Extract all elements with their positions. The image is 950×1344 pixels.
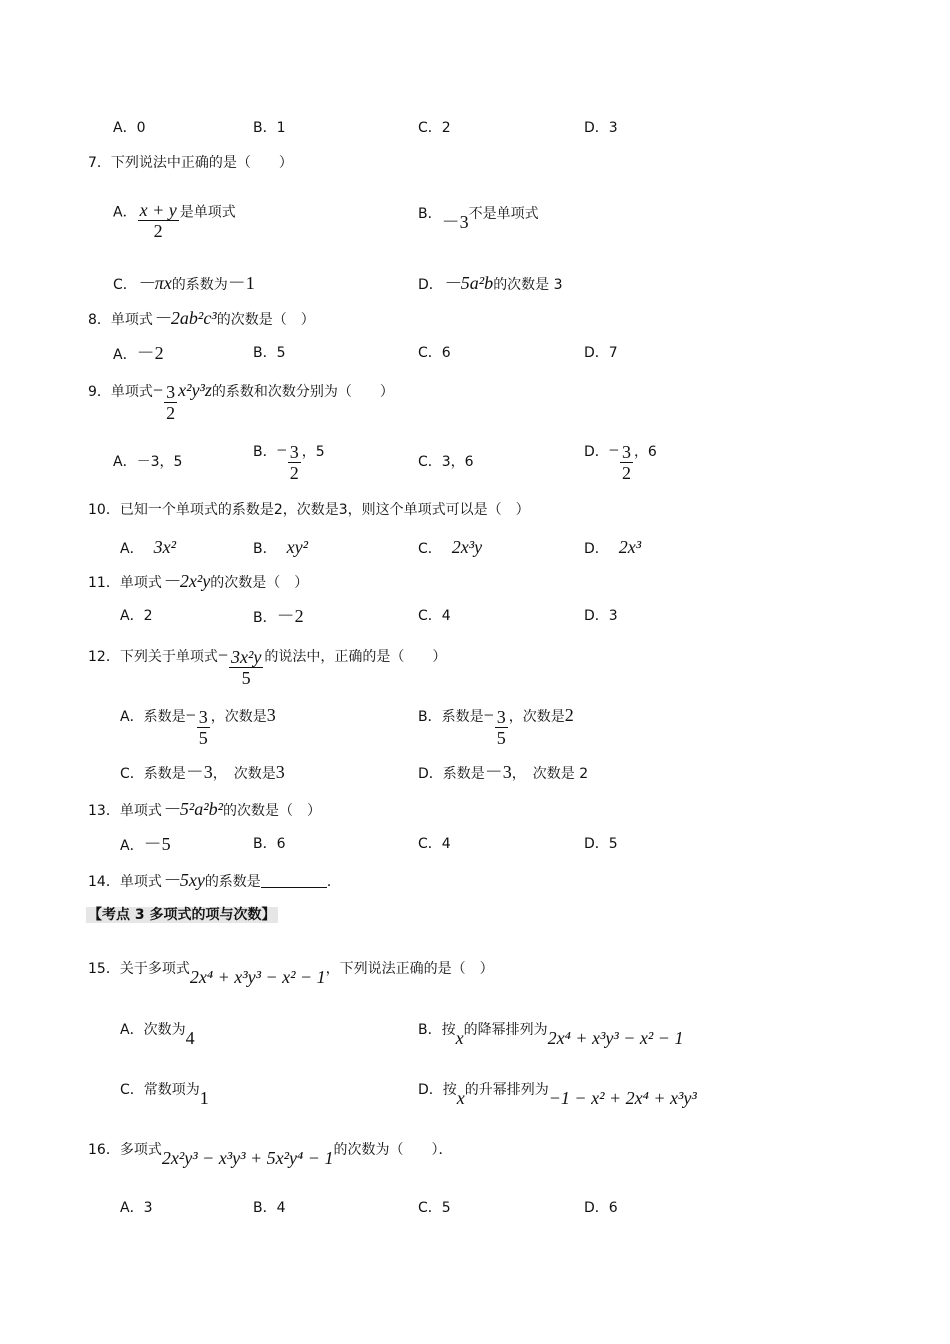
q6-option-b[interactable]: B．1	[253, 120, 286, 136]
q12-stem-suffix: 的说法中，正确的是（ ）	[264, 649, 447, 665]
q15-b-math: 2x⁴ + x³y³ − x² − 1	[547, 1028, 684, 1048]
q11-option-d[interactable]: D．3	[584, 608, 618, 624]
q9-d-suffix: ，6	[633, 444, 657, 460]
q12-c-mid: ， 次数是	[212, 766, 276, 782]
q9-b-fraction	[288, 442, 301, 483]
q9-d-fraction	[620, 442, 633, 483]
q7-d-text: 的次数是 3	[493, 277, 563, 293]
q7-option-c[interactable]	[113, 273, 255, 295]
q16-option-c[interactable]: C．5	[418, 1200, 451, 1216]
q14-stem-prefix: 14．单项式	[88, 874, 162, 890]
q9-option-d[interactable]: D．− $\frac{3}{2}$ ，6	[584, 440, 657, 483]
q15-d-label: D．按	[418, 1082, 457, 1098]
q13-stem-suffix: 的次数是（ ）	[223, 803, 322, 819]
q9-stem-numerator: 3	[166, 381, 176, 402]
q11-option-b[interactable]	[253, 606, 304, 628]
q11-option-a[interactable]: A．2	[120, 608, 153, 624]
q15-stem-suffix: ，下列说法正确的是（ ）	[325, 961, 494, 977]
q10-option-c[interactable]	[418, 537, 482, 559]
q16-stem-suffix: 的次数为（ ）．	[333, 1142, 453, 1158]
q10-option-d[interactable]	[584, 537, 641, 559]
q9-stem-fraction	[164, 382, 177, 423]
q8-option-c[interactable]: C．6	[418, 345, 451, 361]
q6-option-c[interactable]: C．2	[418, 120, 451, 136]
q12-a-denominator: 5	[198, 727, 208, 748]
q7-c-label: C．	[113, 277, 137, 293]
q12-stem-fraction	[229, 647, 263, 688]
q12-c-label: C．系数是	[120, 766, 186, 782]
q13-option-c[interactable]: C．4	[418, 836, 451, 852]
q16-stem-math: 2x²y³ − x³y³ + 5x²y⁴ − 1	[161, 1148, 334, 1168]
q7-option-d[interactable]	[418, 273, 563, 295]
q15-option-a[interactable]	[120, 1018, 195, 1048]
q16-stem	[88, 1138, 453, 1168]
q8-a-math: －2	[136, 343, 164, 363]
q12-b-denominator: 5	[496, 727, 506, 748]
q15-c-label: C．常数项为	[120, 1082, 200, 1098]
q13-stem-prefix: 13．单项式	[88, 803, 162, 819]
q12-b-mid: ，次数是	[508, 709, 565, 725]
q12-stem: 12．下列关于单项式− $\frac{\text{3x²y}}{5}$ 的说法中，正确的是（ ）	[88, 645, 447, 688]
q13-a-label: A．	[120, 838, 144, 854]
q9-b-denominator: 2	[289, 462, 299, 483]
q16-option-d[interactable]: D．6	[584, 1200, 618, 1216]
q9-stem-suffix: 的系数和次数分别为（ ）	[211, 384, 394, 400]
q14-stem	[88, 870, 341, 892]
q10-c-label: C．	[418, 541, 442, 557]
q7-option-b[interactable]	[418, 202, 539, 232]
q12-stem-prefix: 12．下列关于单项式	[88, 649, 218, 665]
q7-d-label: D．	[418, 277, 443, 293]
q13-stem-math: －5²a²b²	[161, 799, 224, 819]
q7-a-denominator: 2	[138, 220, 179, 241]
q12-stem-denominator: 5	[229, 667, 263, 688]
q15-option-b[interactable]	[418, 1018, 684, 1048]
section-3-title: 【考点 3 多项式的项与次数】	[88, 907, 276, 923]
q15-b-text: 的降幂排列为	[463, 1022, 548, 1038]
q12-b-math: 2	[564, 705, 574, 725]
q13-a-math: －5	[143, 834, 171, 854]
q10-a-label: A．	[120, 541, 144, 557]
q7-a-label: A．	[113, 204, 137, 221]
q10-b-math: xy²	[286, 537, 308, 557]
q8-option-b[interactable]: B．5	[253, 345, 286, 361]
q6-option-a[interactable]: A．0	[113, 120, 146, 136]
q13-stem	[88, 799, 321, 821]
q7-b-label: B．	[418, 206, 442, 222]
q12-d-label: D．系数是	[418, 766, 485, 782]
q13-option-b[interactable]: B．6	[253, 836, 286, 852]
q9-b-suffix: ，5	[301, 444, 325, 460]
q9-option-a[interactable]: A．－3，5	[113, 454, 183, 470]
q8-stem-prefix: 8．单项式	[88, 312, 153, 328]
q11-stem-suffix: 的次数是（ ）	[210, 575, 309, 591]
q11-stem-math: －2x²y	[161, 571, 211, 591]
q10-d-label: D．	[584, 541, 609, 557]
q9-option-c[interactable]: C．3，6	[418, 454, 474, 470]
q12-d-math: －3	[484, 762, 512, 782]
q12-b-fraction	[495, 707, 508, 748]
q14-stem-end: ．	[326, 874, 341, 890]
q15-c-math: 1	[199, 1088, 209, 1108]
q10-b-label: B．	[253, 541, 277, 557]
q12-a-fraction	[197, 707, 210, 748]
q15-stem	[88, 957, 494, 987]
q9-d-numerator: 3	[621, 441, 631, 462]
q13-option-d[interactable]: D．5	[584, 836, 618, 852]
q14-stem-suffix: 的系数是	[204, 874, 261, 890]
q15-d-text: 的升幂排列为	[464, 1082, 549, 1098]
q7-option-a[interactable]	[113, 200, 236, 241]
q12-option-c[interactable]	[120, 762, 285, 784]
q9-stem-prefix: 9．单项式	[88, 384, 153, 400]
q8-stem-math: －2ab²c³	[152, 308, 217, 328]
q9-b-numerator: 3	[289, 441, 299, 462]
q12-b-label: B．系数是	[418, 709, 484, 725]
q8-stem-suffix: 的次数是（ ）	[216, 312, 315, 328]
q15-option-c[interactable]	[120, 1078, 209, 1108]
q10-option-a[interactable]	[120, 537, 176, 559]
q11-stem	[88, 571, 308, 593]
q11-b-label: B．	[253, 610, 277, 626]
q10-d-math: 2x³	[618, 537, 642, 557]
q15-b-var: x	[455, 1028, 464, 1048]
q7-c-math2: －1	[227, 273, 255, 293]
q15-b-label: B．按	[418, 1022, 456, 1038]
q15-option-d[interactable]	[418, 1078, 697, 1108]
q10-a-math: 3x²	[153, 537, 176, 557]
q6-option-d[interactable]: D．3	[584, 120, 618, 136]
q15-stem-math: 2x⁴ + x³y³ − x² − 1	[189, 967, 326, 987]
q15-d-math: −1 − x² + 2x⁴ + x³y³	[548, 1088, 697, 1108]
q12-c-math2: 3	[275, 762, 285, 782]
q7-d-math: －5a²b	[442, 273, 494, 293]
q12-c-math1: －3	[185, 762, 213, 782]
q7-stem: 7．下列说法中正确的是（ ）	[88, 155, 293, 171]
q13-option-a[interactable]	[120, 834, 171, 856]
q15-stem-prefix: 15．关于多项式	[88, 961, 190, 977]
q10-stem: 10．已知一个单项式的系数是2，次数是3，则这个单项式可以是（ ）	[88, 502, 530, 518]
q7-c-math1: －πx	[136, 273, 172, 293]
q11-stem-prefix: 11．单项式	[88, 575, 162, 591]
q10-option-b[interactable]	[253, 537, 308, 559]
q12-a-math: 3	[266, 705, 276, 725]
q8-a-label: A．	[113, 347, 137, 363]
q12-d-mid: ， 次数是 2	[511, 766, 589, 782]
q7-c-text: 的系数为	[171, 277, 228, 293]
q15-a-label: A．次数为	[120, 1022, 186, 1038]
q8-option-a[interactable]	[113, 343, 164, 365]
q9-stem-denominator: 2	[166, 402, 176, 423]
q12-stem-numerator: 3x²y	[230, 646, 262, 667]
q9-b-label: B．	[253, 444, 277, 460]
q15-d-var: x	[456, 1088, 465, 1108]
q11-option-c[interactable]: C．4	[418, 608, 451, 624]
q7-a-text: 是单项式	[179, 204, 236, 221]
q12-option-d[interactable]	[418, 762, 588, 784]
q14-stem-math: －5xy	[161, 870, 205, 890]
q9-option-b[interactable]: B．− $\frac{3}{2}$ ，5	[253, 440, 325, 483]
q16-stem-prefix: 16．多项式	[88, 1142, 162, 1158]
section-heading	[86, 905, 278, 925]
q7-b-math: －3	[441, 212, 469, 232]
q12-a-label: A．系数是	[120, 709, 186, 725]
q11-b-math: －2	[276, 606, 304, 626]
q16-option-b[interactable]: B．4	[253, 1200, 286, 1216]
q9-d-denominator: 2	[621, 462, 631, 483]
q7-a-fraction	[138, 200, 179, 241]
q9-d-label: D．	[584, 444, 609, 460]
q12-a-numerator: 3	[198, 706, 208, 727]
q12-option-b[interactable]: B．系数是− $\frac{3}{5}$ ，次数是2	[418, 705, 574, 748]
q16-option-a[interactable]: A．3	[120, 1200, 153, 1216]
q7-b-text: 不是单项式	[468, 206, 539, 222]
q12-option-a[interactable]: A．系数是− $\frac{3}{5}$ ，次数是3	[120, 705, 276, 748]
q12-b-numerator: 3	[496, 706, 506, 727]
q7-a-numerator: x + y	[139, 200, 177, 220]
q8-stem	[88, 308, 315, 330]
q12-a-mid: ，次数是	[210, 709, 267, 725]
q9-stem: 9．单项式− $\frac{3}{2}$ x²y³z的系数和次数分别为（ ）	[88, 380, 394, 423]
q9-stem-math: x²y³z	[178, 380, 212, 400]
q10-c-math: 2x³y	[451, 537, 483, 557]
q14-answer-blank[interactable]	[261, 873, 327, 888]
q15-a-math: 4	[185, 1028, 195, 1048]
q8-option-d[interactable]: D．7	[584, 345, 618, 361]
